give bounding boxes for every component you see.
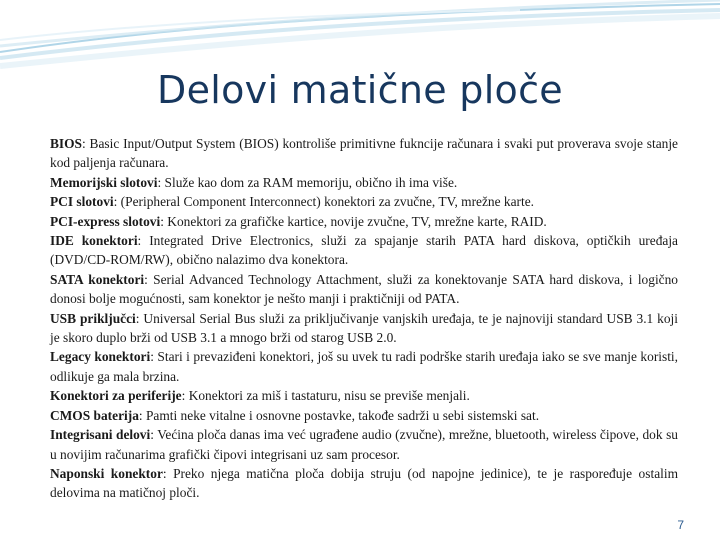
paragraph-pci-express [50, 212, 678, 231]
term-label: CMOS baterija [50, 407, 139, 423]
paragraph-cmos [50, 406, 678, 425]
term-label: SATA konektori [50, 271, 145, 287]
paragraph-power [50, 464, 678, 503]
paragraph-text: : Konektori za miš i tastaturu, nisu se previše menjali. [181, 388, 470, 404]
term-label: USB priključci [50, 310, 136, 326]
paragraph-memory-slots [50, 173, 678, 192]
paragraph-bios [50, 134, 678, 173]
paragraph-text: : Serial Advanced Technology Attachment, služi za konektovanje SATA hard diskova, i logično donosi bolje mogućnosti, sam konektor je nešto manji i praktičniji od PATA. [50, 271, 679, 307]
page-number: 7 [677, 518, 684, 532]
paragraph-text: : Integrated Drive Electronics, služi za spajanje starih PATA hard diskova, optičkih uređaja (DVD/CD-ROM/RW), obično nalazimo dva konektora. [50, 233, 678, 268]
slide-title: Delovi matične ploče [157, 68, 563, 112]
term-label: PCI-express slotovi [50, 213, 161, 229]
paragraph-text: : (Peripheral Component Interconnect) konektori za zvučne, TV, mrežne karte. [113, 194, 535, 210]
term-label: PCI slotovi [50, 194, 114, 210]
term-label: Legacy konektori [50, 349, 151, 365]
slide-body [50, 134, 678, 503]
term-label: Memorijski slotovi [50, 174, 158, 190]
paragraph-pci-slots [50, 192, 678, 211]
paragraph-text: : Većina ploča danas ima već ugrađene audio (zvučne), mrežne, bluetooth, wireless čipove, dok su u novijim računarima grafički čipovi integrisani uz sam procesor. [50, 427, 678, 462]
paragraph-text: : Basic Input/Output System (BIOS) kontroliše primitivne fukncije računara i svaki put proverava svoje stanje kod paljenja računara. [50, 136, 678, 171]
paragraph-text: : Konektori za grafičke kartice, novije zvučne, TV, mrežne karte, RAID. [160, 213, 547, 229]
term-label: Naponski konektor [50, 465, 163, 481]
paragraph-usb [50, 309, 678, 348]
paragraph-ide [50, 231, 678, 270]
paragraph-sata [50, 270, 678, 309]
paragraph-text: : Služe kao dom za RAM memoriju, obično ih ima više. [157, 174, 458, 190]
term-label: BIOS [50, 136, 83, 151]
paragraph-text: : Pamti neke vitalne i osnovne postavke, takođe sadrži u sebi sistemski sat. [138, 407, 540, 423]
term-label: Konektori za periferije [50, 388, 182, 404]
term-label: Integrisani delovi [50, 427, 151, 443]
term-label: IDE konektori [50, 233, 138, 249]
paragraph-text: : Stari i prevaziđeni konektori, još su uvek tu radi podrške starih uređaja iako se sve manje koristi, odlikuje ga mala brzina. [50, 349, 679, 384]
paragraph-text: : Universal Serial Bus služi za priključivanje vanjskih uređaja, te je najnoviji standard USB 3.1 koji je skoro duplo brži od USB 3.1 a mnogo brži od starog USB 2.0. [50, 310, 678, 346]
paragraph-peripherals [50, 386, 678, 405]
paragraph-text: : Preko njega matična ploča dobija struju (od napojne jedinice), te je raspoređuje ostalim delovima na matičnoj ploči. [50, 465, 678, 501]
paragraph-legacy [50, 347, 678, 386]
paragraph-integrated [50, 425, 678, 464]
